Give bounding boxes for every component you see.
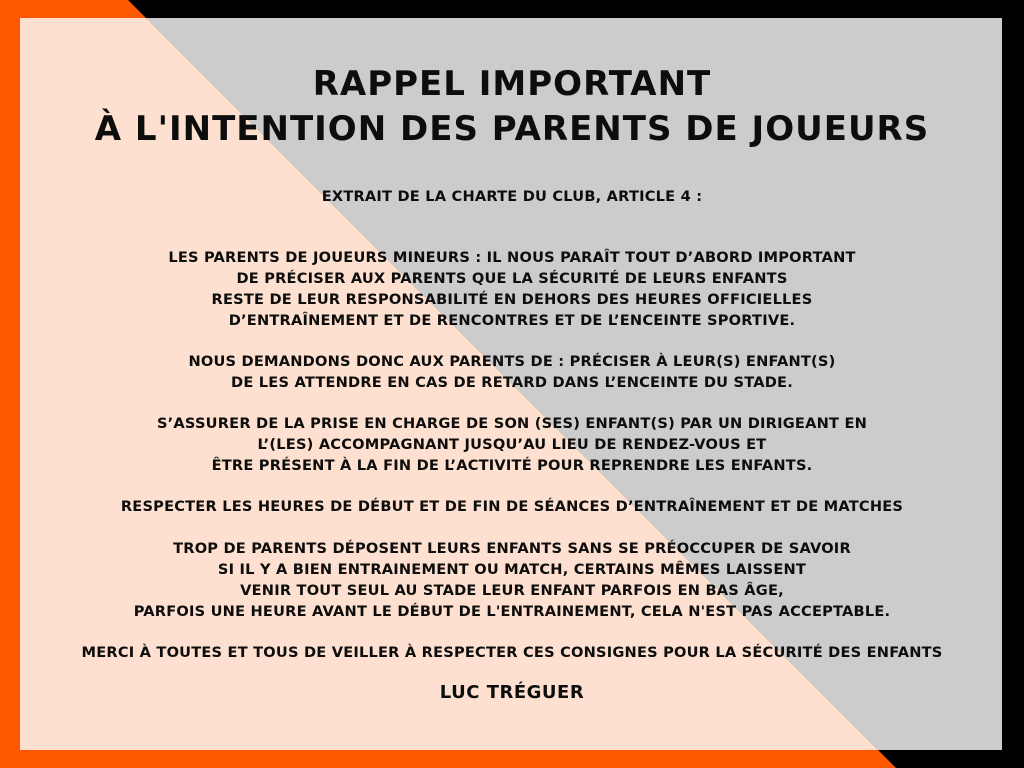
text-line: D’ENTRAÎNEMENT ET DE RENCONTRES ET DE L’ENCEINTE SPORTIVE. [228,312,796,329]
text-line: L’(LES) ACCOMPAGNANT JUSQU’AU LIEU DE RENDEZ-VOUS ET [257,436,767,453]
title-line-1: RAPPEL IMPORTANT [312,64,712,104]
paragraph-schedule [20,496,1004,517]
paragraph-supervision [20,413,1004,476]
text-line: TROP DE PARENTS DÉPOSENT LEURS ENFANTS SANS SE PRÉOCCUPER DE SAVOIR [173,540,851,557]
paragraph-thanks [20,642,1004,663]
text-line: RESPECTER LES HEURES DE DÉBUT ET DE FIN DE SÉANCES D’ENTRAÎNEMENT ET DE MATCHES [120,498,904,515]
text-line: MERCI À TOUTES ET TOUS DE VEILLER À RESPECTER CES CONSIGNES POUR LA SÉCURITÉ DES ENFANTS [81,644,943,661]
text-line: PARFOIS UNE HEURE AVANT LE DÉBUT DE L'ENTRAINEMENT, CELA N'EST PAS ACCEPTABLE. [133,603,891,620]
paragraph-parents-responsibility [20,247,1004,331]
paragraph-drop-off-warning [20,538,1004,622]
text-line: NOUS DEMANDONS DONC AUX PARENTS DE : PRÉCISER À LEUR(S) ENFANT(S) [188,353,836,370]
text-line: LES PARENTS DE JOUEURS MINEURS : IL NOUS PARAÎT TOUT D’ABORD IMPORTANT [168,249,856,266]
title-line-2: À L'INTENTION DES PARENTS DE JOUEURS [94,109,930,149]
paragraph-waiting-instructions [20,351,1004,393]
poster-content [20,18,1004,750]
charter-excerpt-heading: EXTRAIT DE LA CHARTE DU CLUB, ARTICLE 4 : [321,188,703,205]
text-line: RESTE DE LEUR RESPONSABILITÉ EN DEHORS DES HEURES OFFICIELLES [211,291,813,308]
text-line: DE LES ATTENDRE EN CAS DE RETARD DANS L’ENCEINTE DU STADE. [231,374,793,391]
text-line: S’ASSURER DE LA PRISE EN CHARGE DE SON (SES) ENFANT(S) PAR UN DIRIGEANT EN [156,415,868,432]
text-line: ÊTRE PRÉSENT À LA FIN DE L’ACTIVITÉ POUR REPRENDRE LES ENFANTS. [211,457,813,474]
text-line: DE PRÉCISER AUX PARENTS QUE LA SÉCURITÉ DE LEURS ENFANTS [236,270,788,287]
text-line: SI IL Y A BIEN ENTRAINEMENT OU MATCH, CERTAINS MÊMES LAISSENT [217,561,807,578]
text-line: VENIR TOUT SEUL AU STADE LEUR ENFANT PARFOIS EN BAS ÂGE, [240,582,784,599]
signature: LUC TRÉGUER [439,682,585,703]
